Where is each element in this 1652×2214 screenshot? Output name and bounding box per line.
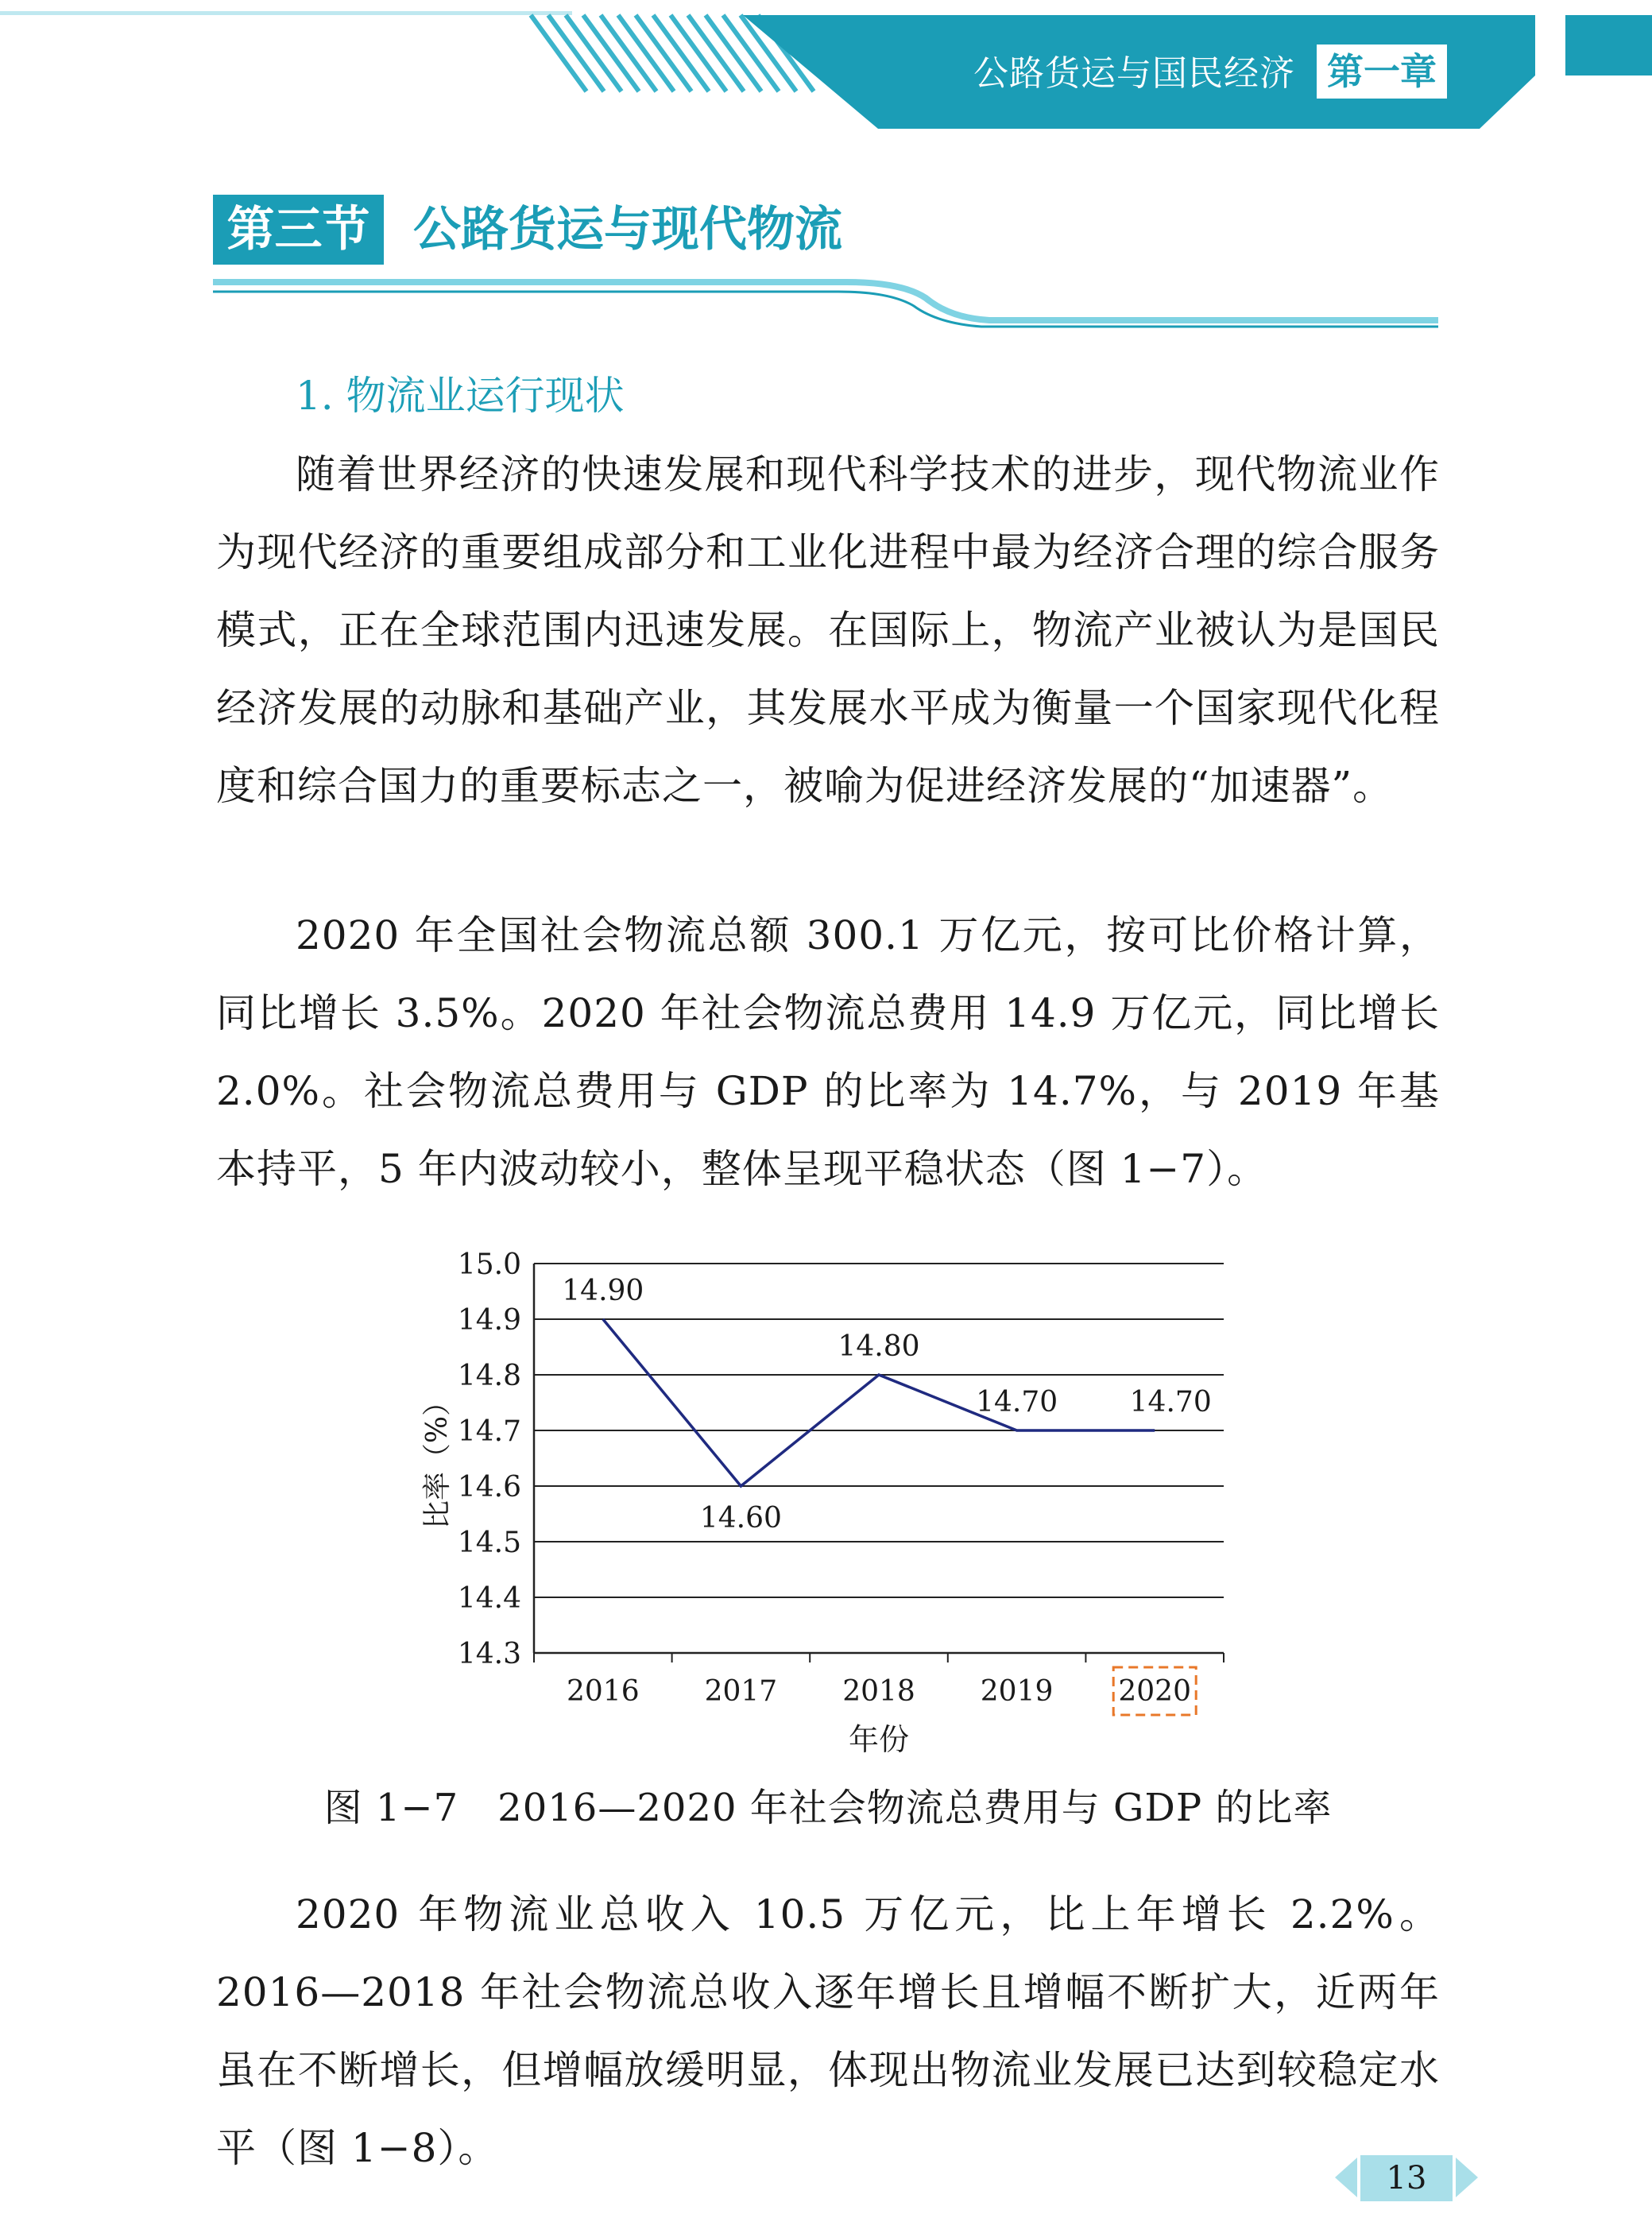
- header-thin-line: [0, 11, 572, 15]
- paragraph: 2020 年物流业总收入 10.5 万亿元，比上年增长 2.2%。2016—2018 年社会物流总收入逐年增长且增幅不断扩大，近两年虽在不断增长，但增幅放缓明显，体现出物流业发展已达到较稳定水平（图 1−8）。: [216, 1891, 1440, 2171]
- data-label: 14.80: [838, 1330, 920, 1363]
- paragraph: 随着世界经济的快速发展和现代科学技术的进步，现代物流业作为现代经济的重要组成部分和工业化进程中最为经济合理的综合服务模式，正在全球范围内迅速发展。在国际上，物流产业被认为是国民经济发展的动脉和基础产业，其发展水平成为衡量一个国家现代化程度和综合国力的重要标志之一，被喻为促进经济发展的“加速器”。: [216, 451, 1440, 809]
- prev-arrow-icon: [1335, 2158, 1357, 2197]
- y-tick-label: 14.3: [457, 1638, 521, 1670]
- section-title: 公路货运与现代物流: [413, 202, 842, 257]
- data-label: 14.90: [562, 1275, 644, 1307]
- y-tick-label: 14.7: [457, 1415, 521, 1448]
- x-tick-label: 2016: [566, 1675, 640, 1708]
- section-number: 第三节: [226, 202, 370, 257]
- section-swoosh: [213, 282, 1438, 320]
- line-chart: [397, 1224, 1271, 1764]
- data-label: 14.70: [976, 1386, 1058, 1419]
- y-axis-label: 比率（%）: [421, 1387, 454, 1530]
- paragraph: 2020 年全国社会物流总额 300.1 万亿元，按可比价格计算，同比增长 3.5%。2020 年社会物流总费用 14.9 万亿元，同比增长 2.0%。社会物流总费用与 GDP 的比率为 14.7%，与 2019 年基本持平，5 年内波动较小，整体呈现平稳状态（图 1−7）。: [216, 912, 1440, 1192]
- x-tick-label: 2017: [704, 1675, 778, 1708]
- data-labels: [562, 1275, 1211, 1535]
- page-number: 13: [1386, 2160, 1427, 2197]
- x-tick-label: 2020: [1118, 1675, 1192, 1708]
- data-label: 14.70: [1129, 1386, 1212, 1419]
- x-tick-label: 2019: [980, 1675, 1054, 1708]
- figure-caption: 图 1−7 2016—2020 年社会物流总费用与 GDP 的比率: [323, 1786, 1333, 1830]
- y-tick-label: 15.0: [457, 1248, 521, 1281]
- data-label: 14.60: [699, 1502, 782, 1535]
- x-axis-label: 年份: [848, 1722, 910, 1757]
- chapter-badge: 第一章: [1317, 45, 1447, 99]
- header-end-block: [1565, 15, 1652, 75]
- next-arrow-icon: [1456, 2158, 1478, 2197]
- chart-axes: [534, 1264, 1224, 1662]
- y-tick-label: 14.8: [457, 1360, 521, 1392]
- chapter-title: 公路货运与国民经济: [973, 53, 1295, 94]
- y-tick-label: 14.4: [457, 1582, 521, 1615]
- y-tick-label: 14.9: [457, 1304, 521, 1337]
- y-tick-labels: [458, 1248, 521, 1670]
- y-tick-label: 14.5: [457, 1527, 521, 1559]
- x-tick-label: 2018: [842, 1675, 915, 1708]
- subheading: 1. 物流业运行现状: [296, 373, 625, 419]
- y-tick-label: 14.6: [457, 1471, 521, 1504]
- x-tick-labels: [567, 1667, 1196, 1715]
